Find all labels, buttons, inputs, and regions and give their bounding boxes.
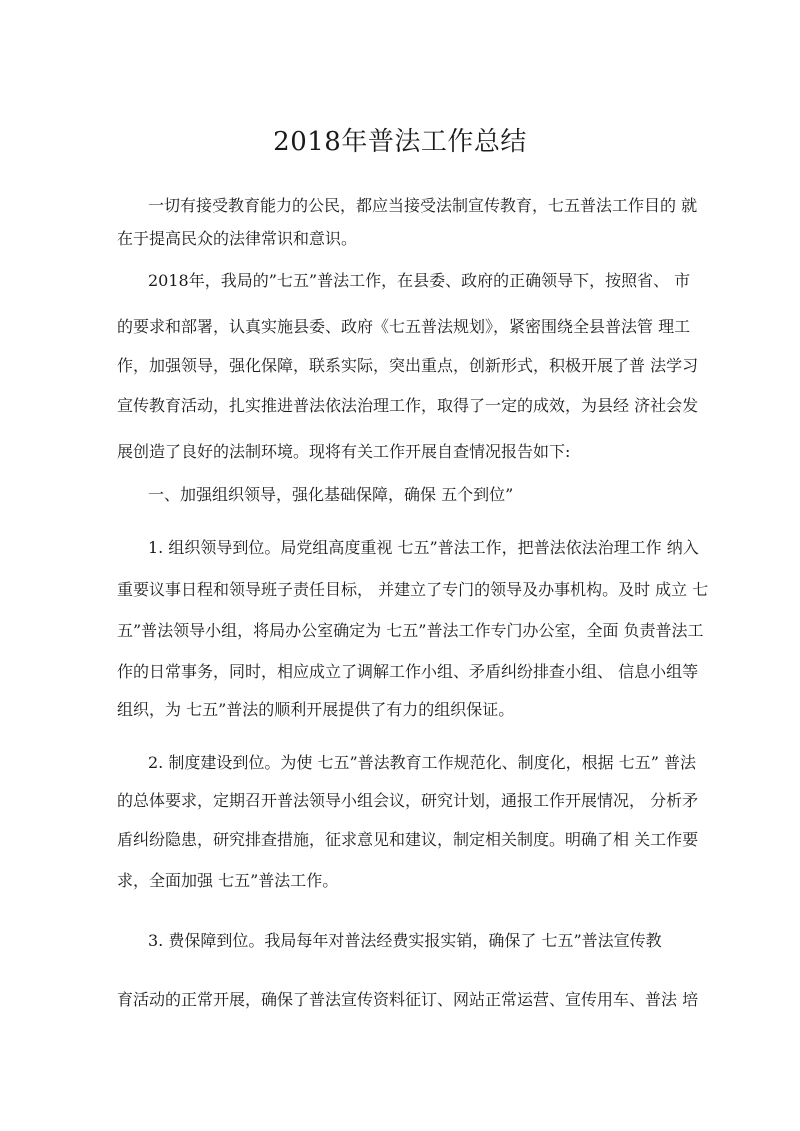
- paragraph-2-line-5: 展创造了良好的法制环境。现将有关工作开展自查情况报告如下:: [117, 442, 571, 461]
- paragraph-3-line-4: 作的日常事务，同时，相应成立了调解工作小组、矛盾纠纷排查小组、 信息小组等: [117, 662, 699, 681]
- document-title: 2018年普法工作总结: [273, 127, 527, 157]
- section-heading-1: 一、加强组织领导，强化基础保障，确保 五个到位”: [148, 485, 514, 504]
- paragraph-3-line-2: 重要议事日程和领导班子责任目标， 并建立了专门的领导及办事机构。及时 成立 七: [117, 580, 709, 599]
- paragraph-3-line-5: 组织，为 七五”普法的顺利开展提供了有力的组织保证。: [117, 700, 515, 719]
- paragraph-2-line-2: 的要求和部署，认真实施县委、政府《七五普法规划》，紧密围绕全县普法管 理工: [117, 317, 691, 336]
- paragraph-4-line-3: 盾纠纷隐患，研究排查措施，征求意见和建议，制定相关制度。明确了相 关工作要: [117, 830, 699, 849]
- paragraph-2-line-4: 宣传教育活动，扎实推进普法依法治理工作，取得了一定的成效，为县经 济社会发: [117, 396, 699, 415]
- paragraph-4-line-1: 2. 制度建设到位。为使 七五”普法教育工作规范化、制度化，根据 七五” 普法: [148, 753, 696, 772]
- paragraph-4-line-4: 求，全面加强 七五”普法工作。: [117, 871, 339, 890]
- paragraph-1-line-1: 一切有接受教育能力的公民，都应当接受法制宣传教育，七五普法工作目的 就: [148, 196, 698, 215]
- paragraph-6-line-1: 育活动的正常开展，确保了普法宣传资料征订、网站正常运营、宣传用车、普法 培: [117, 990, 699, 1009]
- paragraph-3-line-1: 1. 组织领导到位。局党组高度重视 七五”普法工作，把普法依法治理工作 纳入: [148, 538, 699, 557]
- paragraph-3-line-3: 五”普法领导小组，将局办公室确定为 七五”普法工作专门办公室，全面 负责普法工: [117, 621, 704, 640]
- paragraph-1-line-2: 在于提高民众的法律常识和意识。: [117, 229, 358, 248]
- paragraph-2-line-3: 作，加强领导，强化保障，联系实际，突出重点，创新形式，积极开展了普 法学习: [117, 356, 699, 375]
- paragraph-5-line-1: 3. 费保障到位。我局每年对普法经费实报实销，确保了 七五”普法宣传教: [148, 931, 662, 950]
- paragraph-4-line-2: 的总体要求，定期召开普法领导小组会议，研究计划，通报工作开展情况， 分析矛: [117, 791, 699, 810]
- paragraph-2-line-1: 2018年，我局的”七五”普法工作，在县委、政府的正确领导下，按照省、 市: [148, 271, 691, 290]
